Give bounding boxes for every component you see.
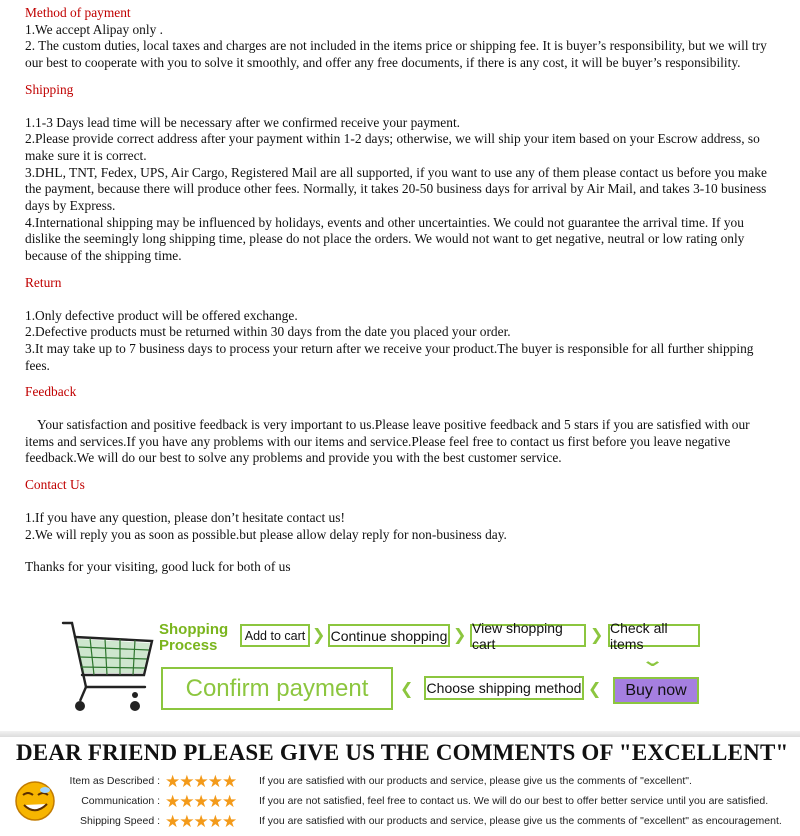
stars-icon: ★★★★★ bbox=[165, 772, 237, 792]
stars-icon: ★★★★★ bbox=[165, 812, 237, 832]
process-title-line2: Process bbox=[159, 637, 218, 654]
payment-line: 1.We accept Alipay only . bbox=[25, 21, 163, 37]
rating-message: If you are satisfied with our products and service, please give us the comments of "excellent" as encouragement. bbox=[259, 815, 782, 827]
shopping-process-banner bbox=[55, 614, 775, 716]
policy-text bbox=[25, 5, 775, 576]
step-check-items: Check all items bbox=[608, 624, 700, 647]
shipping-title: Shipping bbox=[25, 81, 74, 97]
rating-label: Communication : bbox=[81, 795, 160, 807]
arrow-right-icon: ❯ bbox=[590, 625, 604, 644]
shipping-line: 4.International shipping may be influenced by holidays, events and other uncertainties. We could not guarantee the arrival time. If you dislike the seemingly long shipping time, please do not place the orders. We would not want to get negative, neutral or low rating only because of the shipping time. bbox=[25, 214, 745, 264]
shipping-line: 3.DHL, TNT, Fedex, UPS, Air Cargo, Registered Mail are all supported, if you want to use any of them please contact us before you make the payment, because there will produce other fees. Normally, it takes 20-50 business days for arrival by Air Mail, and takes 3-10 business days by Express. bbox=[25, 164, 767, 214]
return-line: 3.It may take up to 7 business days to process your return after we receive your product.The buyer is responsible for all further shipping fees. bbox=[25, 340, 754, 373]
return-line: 1.Only defective product will be offered exchange. bbox=[25, 307, 298, 323]
arrow-left-icon: ❮ bbox=[588, 679, 602, 698]
rating-message: If you are not satisfied, feel free to contact us. We will do our best to offer better service until you are satisfied. bbox=[259, 795, 769, 807]
contact-line: 2.We will reply you as soon as possible.but please allow delay reply for non-business day. bbox=[25, 526, 507, 542]
contact-line: 1.If you have any question, please don’t hesitate contact us! bbox=[25, 509, 345, 525]
return-line: 2.Defective products must be returned within 30 days from the date you placed your order. bbox=[25, 324, 511, 340]
step-continue-shopping: Continue shopping bbox=[328, 624, 450, 647]
step-view-cart: View shopping cart bbox=[470, 624, 586, 647]
stars-icon: ★★★★★ bbox=[165, 792, 237, 812]
rating-row bbox=[0, 812, 800, 832]
arrow-right-icon: ❯ bbox=[453, 625, 467, 644]
step-confirm-payment: Confirm payment bbox=[161, 667, 393, 710]
feedback-text: Your satisfaction and positive feedback is very important to us.Please leave positive feedback and 5 stars if you are satisfied with our items and services.If you have any problems with our items and service.Please feel free to contact us first before you leave negative feedback.We will do our best to solve any problems and provide you with the best customer service. bbox=[25, 417, 750, 466]
feedback-title: Feedback bbox=[25, 384, 77, 400]
contact-title: Contact Us bbox=[25, 477, 85, 493]
rating-label: Item as Described : bbox=[69, 775, 160, 787]
payment-title: Method of payment bbox=[25, 5, 131, 20]
step-buy-now: Buy now bbox=[613, 677, 699, 704]
payment-line: 2. The custom duties, local taxes and charges are not included in the items price or shipping fee. It is buyer’s responsibility, but we will try our best to cooperate with you to solve it smoothly, and offer any free documents, if there is any cost, it will be buyer’s responsibility. bbox=[25, 38, 767, 71]
rating-label: Shipping Speed : bbox=[80, 815, 160, 827]
shipping-line: 2.Please provide correct address after your payment within 1-2 days; otherwise, we will ship your item based on your Escrow address, so make sure it is correct. bbox=[25, 131, 760, 163]
shipping-line: 1.1-3 Days lead time will be necessary after we confirmed receive your payment. bbox=[25, 114, 461, 130]
arrow-down-icon: ⌄ bbox=[640, 650, 665, 671]
arrow-right-icon: ❯ bbox=[312, 625, 326, 644]
thanks-text: Thanks for your visiting, good luck for both of us bbox=[25, 559, 291, 575]
rating-row bbox=[0, 772, 800, 792]
return-title: Return bbox=[25, 274, 62, 290]
divider bbox=[0, 731, 800, 737]
step-add-to-cart: Add to cart bbox=[240, 624, 310, 647]
comments-title: DEAR FRIEND PLEASE GIVE US THE COMMENTS OF "EXCELLENT" bbox=[16, 740, 789, 765]
process-title bbox=[159, 622, 228, 654]
rating-row bbox=[0, 792, 800, 812]
arrow-left-icon: ❮ bbox=[400, 679, 414, 698]
shopping-cart-icon bbox=[60, 617, 155, 715]
step-choose-shipping: Choose shipping method bbox=[424, 676, 584, 700]
process-title-line1: Shopping bbox=[159, 621, 229, 638]
rating-message: If you are satisfied with our products and service, please give us the comments of "excellent". bbox=[259, 775, 692, 787]
